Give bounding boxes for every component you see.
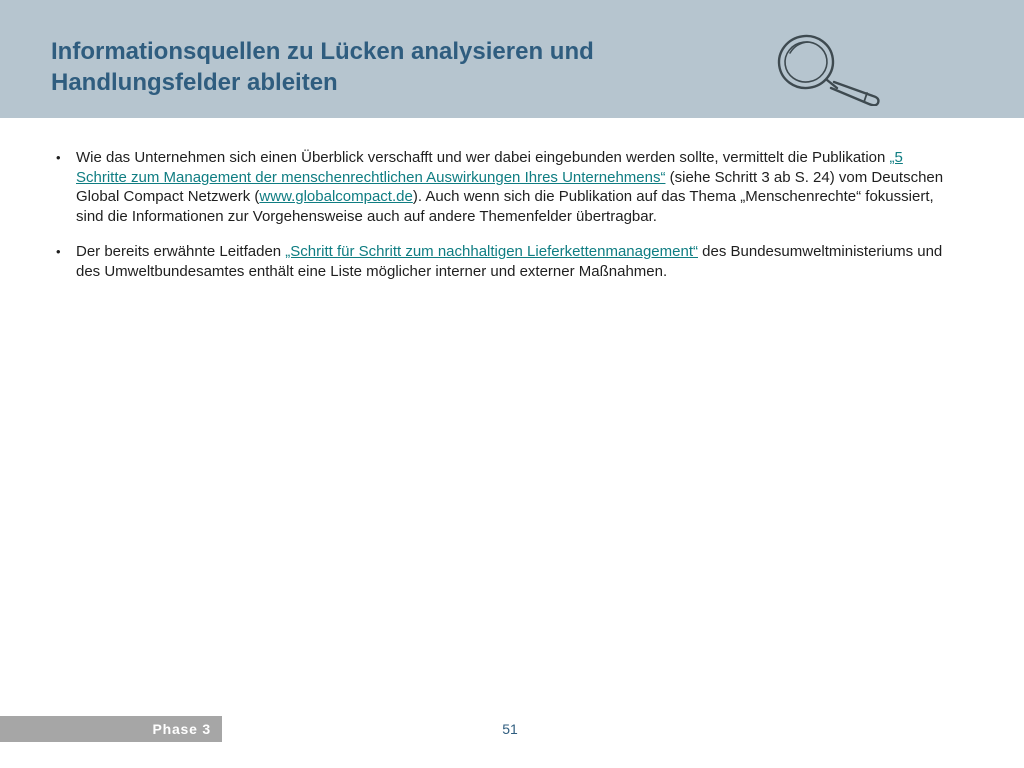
bullet-1-text-before: Wie das Unternehmen sich einen Überblick verschafft und wer dabei eingebunden werden sollte, vermittelt die Publikation [76,149,890,166]
bullet-1-text-middle: (siehe Schritt 3 ab S. 24) vom Deutschen Global Compact Netzwerk ( [76,168,944,205]
bullet-marker: • [56,150,61,165]
bullet-2-text-before: Der bereits erwähnte Leitfaden [76,243,286,260]
page-number: 51 [502,721,518,737]
list-item [56,148,956,226]
title-line-1: Informationsquellen zu Lücken analysieren und [51,38,594,65]
leitfaden-lieferkettenmanagement-link[interactable]: „Schritt für Schritt zum nachhaltigen Lieferkettenmanagement“ [285,243,698,260]
globalcompact-link[interactable]: www.globalcompact.de [259,188,413,205]
publication-link-5-schritte[interactable]: „5 Schritte zum Management der menschenrechtlichen Auswirkungen Ihres Unternehmens“ [76,149,903,186]
bullet-marker: • [56,244,61,259]
title-line-2: Handlungsfelder ableiten [51,69,338,96]
magnifier-icon [770,30,890,106]
bullet-2-text-after: des Bundesumweltministeriums und des Umweltbundesamtes enthält eine Liste möglicher interner und externer Maßnahmen. [76,243,943,280]
bullet-1-text-after: ). Auch wenn sich die Publikation auf das Thema „Menschenrechte“ fokussiert, sind die Informationen zur Vorgehensweise auch auf andere Themenfelder übertragbar. [76,188,934,225]
phase-label: Phase 3 [152,721,211,737]
list-item [56,242,956,281]
phase-tab [0,716,222,742]
page-title [51,36,731,98]
bullet-list [56,148,956,297]
slide-header [0,0,1024,118]
